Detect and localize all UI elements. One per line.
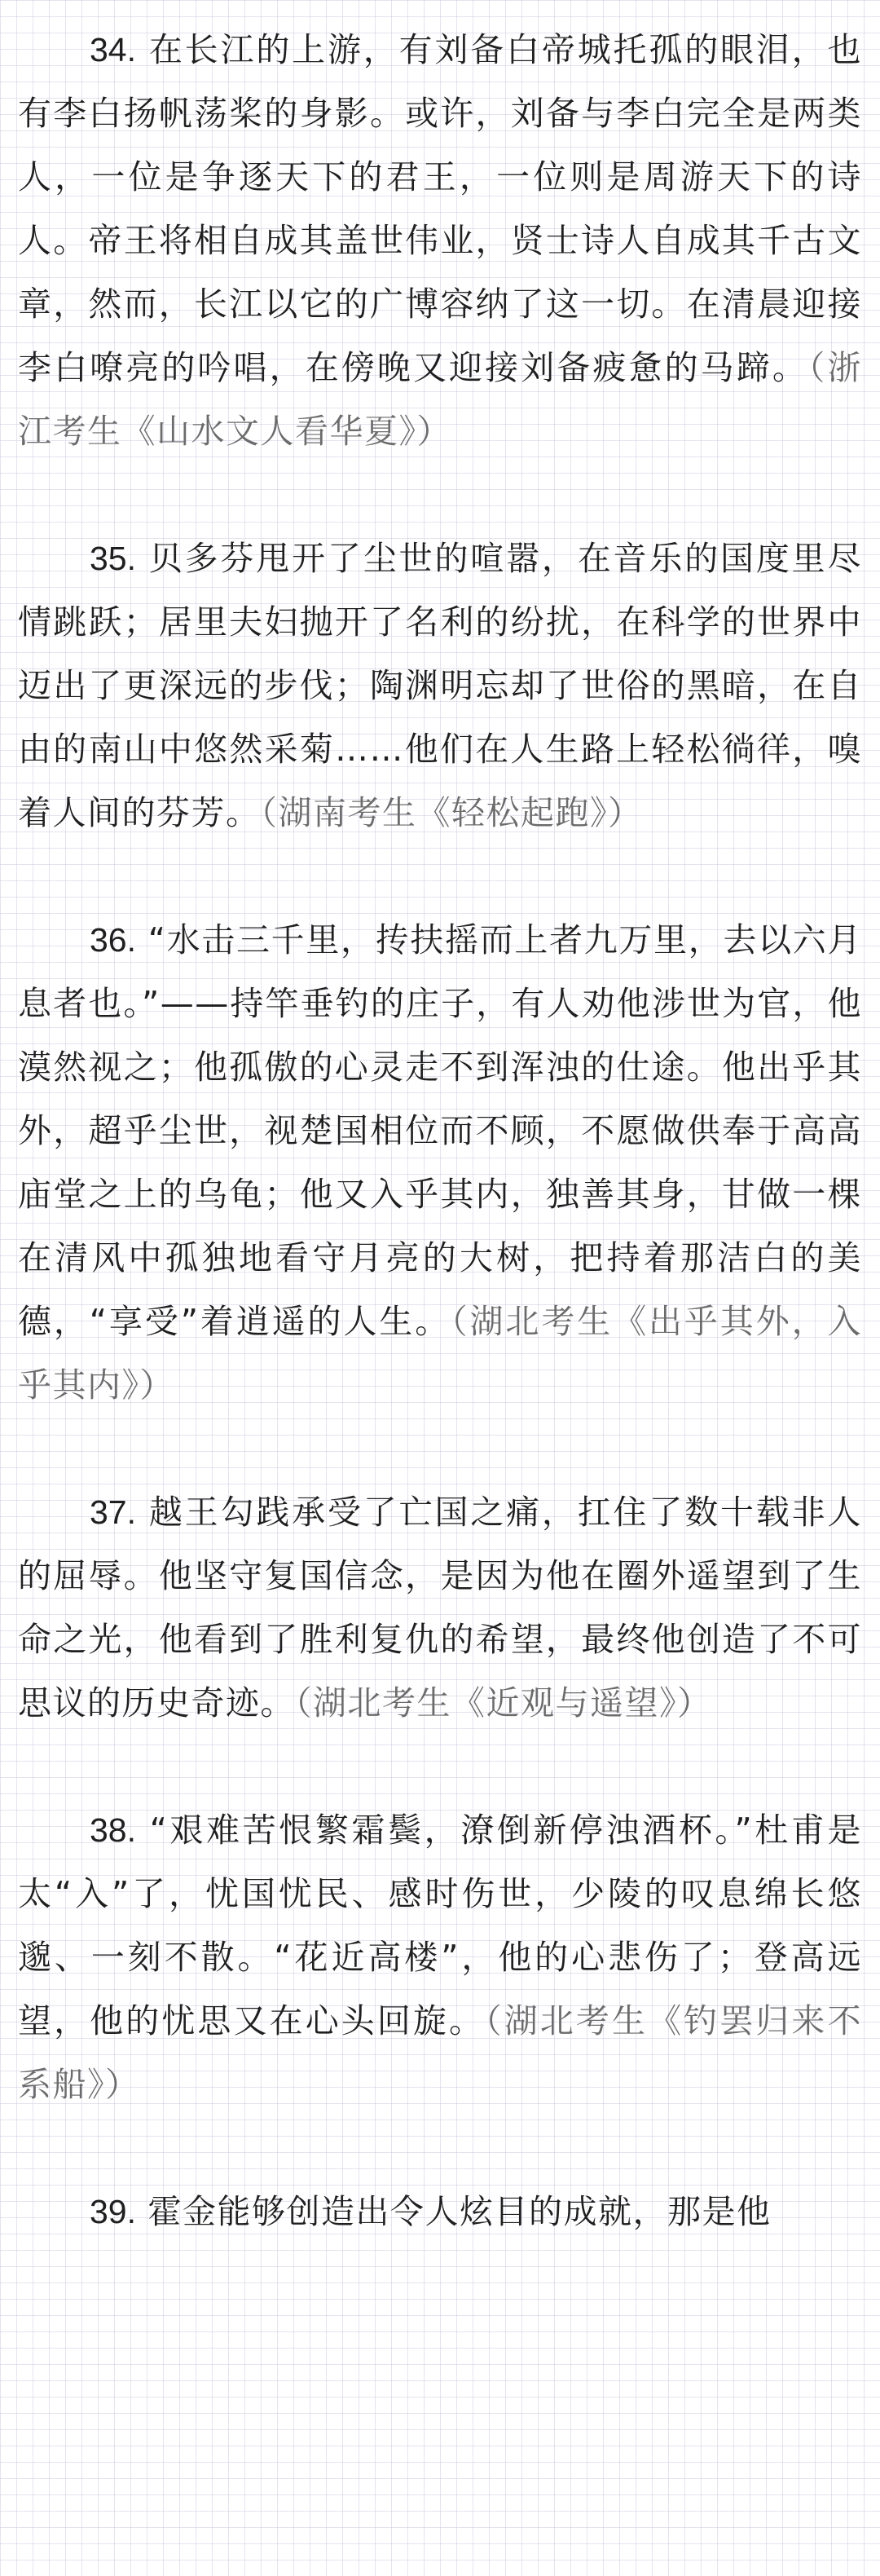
paragraph-text: 越王勾践承受了亡国之痛，扛住了数十载非人的屈辱。他坚守复国信念，是因为他在圈外遥望到了生命之光，他看到了胜利复仇的希望，最终他创造了不可思议的历史奇迹。 [18,1493,862,1722]
paragraph-source: （湖北考生《钓罢归来不系船》） [18,2001,863,2104]
paragraph-37 [18,1480,862,1735]
paragraph-number: 34. [90,31,136,68]
paragraph-source: （湖南考生《轻松起跑》） [260,793,643,832]
paragraph-number: 35. [90,540,136,577]
paragraph-36 [18,908,862,1417]
paragraph-text: “艰难苦恨繁霜鬓，潦倒新停浊酒杯。”杜甫是太“入”了，忧国忧民、感时伤世，少陵的叹息绵长悠邈、一刻不散。“花近高楼”，他的心悲伤了；登高远望，他的忧思又在心头回旋。 [18,1811,862,2040]
paragraph-number: 39. [90,2193,136,2230]
paragraph-35 [18,527,862,845]
paragraph-text: 贝多芬甩开了尘世的喧嚣，在音乐的国度里尽情跳跃；居里夫妇抛开了名利的纷扰，在科学的世界中迈出了更深远的步伐；陶渊明忘却了世俗的黑暗，在自由的南山中悠然采菊……他们在人生路上轻松徜徉，嗅着人间的芬芳。 [18,539,862,832]
paragraph-text: 霍金能够创造出令人炫目的成就，那是他 [147,2192,772,2231]
paragraph-source: （浙江考生《山水文人看华夏》） [18,348,863,451]
paragraph-number: 36. [90,921,136,959]
paragraph-34 [18,18,862,463]
paragraph-source: （湖北考生《近观与遥望》） [295,1683,712,1722]
paragraph-text: 在长江的上游，有刘备白帝城托孤的眼泪，也有李白扬帆荡桨的身影。或许，刘备与李白完全是两类人，一位是争逐天下的君王，一位则是周游天下的诗人。帝王将相自成其盖世伟业，贤士诗人自成其千古文章，然而，长江以它的广博容纳了这一切。在清晨迎接李白嘹亮的吟唱，在傍晚又迎接刘备疲惫的马蹄。 [18,30,862,387]
paragraph-38 [18,1798,862,2116]
paragraph-number: 37. [90,1493,136,1531]
paragraph-number: 38. [90,1811,136,1849]
paragraph-source: （湖北考生《出乎其外，入乎其内》） [18,1302,863,1405]
paragraph-text: “水击三千里，抟扶摇而上者九万里，去以六月息者也。”——持竿垂钓的庄子，有人劝他涉世为官，他漠然视之；他孤傲的心灵走不到浑浊的仕途。他出乎其外，超乎尘世，视楚国相位而不顾，不愿做供奉于高高庙堂之上的乌龟；他又入乎其内，独善其身，甘做一棵在清风中孤独地看守月亮的大树，把持着那洁白的美德，“享受”着逍遥的人生。 [18,920,862,1341]
paragraph-39 [18,2180,862,2243]
